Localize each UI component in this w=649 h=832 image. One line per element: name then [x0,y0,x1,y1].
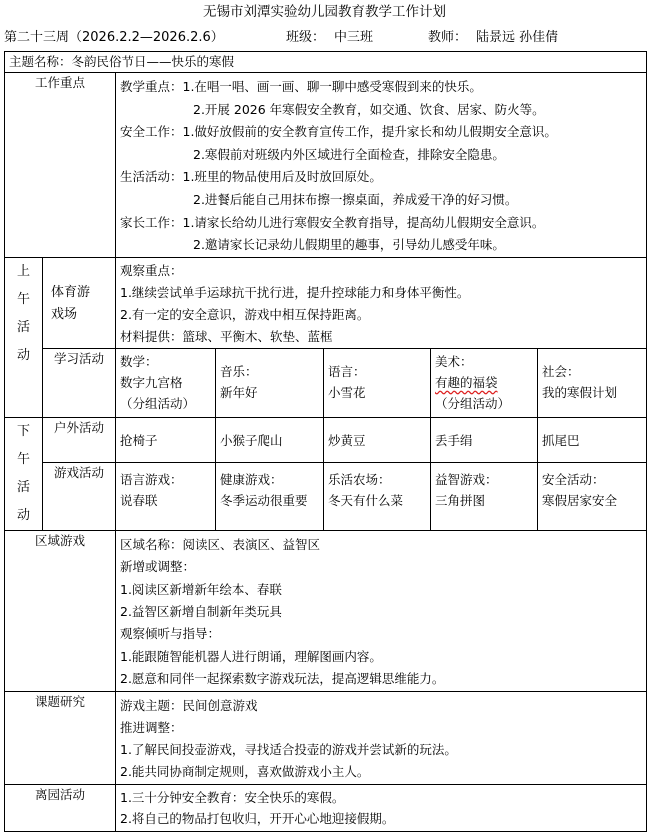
sports-line: 材料提供：篮球、平衡木、软垫、蓝框 [120,328,333,344]
class-name: 中三班 [334,30,374,45]
game-activity-label: 游戏活动 [43,463,116,530]
work-focus-line: 2.寒假前对班级内外区域进行全面检查，排除安全隐患。 [193,146,505,162]
sports-game-label: 体育游戏场 [43,257,116,348]
study-activity-label: 学习活动 [43,348,116,417]
area-games-label: 区域游戏 [5,530,116,691]
area-line: 1.能跟随智能机器人进行朗诵，理解图画内容。 [120,648,382,664]
research-line: 游戏主题：民间创意游戏 [120,697,258,713]
outdoor-cell: 小猴子爬山 [216,417,324,463]
research-content [116,691,647,784]
area-line: 新增或调整： [120,559,196,575]
area-line: 2.益智区新增自制新年类玩具 [120,603,282,619]
morning-activities-label: 上午活动 [5,257,43,417]
work-focus-line: 2.邀请家长记录幼儿假期里的趣事，引导幼儿感受年味。 [193,237,505,253]
work-focus-line: 家长工作：1.请家长给幼儿进行寒假安全教育指导，提高幼儿假期安全意识。 [120,214,545,230]
teacher-label: 教师： [428,30,468,45]
work-focus-label: 工作重点 [5,73,116,258]
outdoor-cell: 抓尾巴 [538,417,647,463]
work-focus-line: 2.进餐后能自己用抹布擦一擦桌面，养成爱干净的好习惯。 [193,191,518,207]
research-label: 课题研究 [5,691,116,784]
research-line: 1.了解民间投壶游戏，寻找适合投壶的游戏并尝试新的玩法。 [120,741,457,757]
work-focus-line: 2.开展 2026 年寒假安全教育，如交通、饮食、居家、防火等。 [193,101,545,117]
outdoor-cell: 丢手绢 [431,417,538,463]
sports-line: 2.有一定的安全意识，游戏中相互保持距离。 [120,306,370,322]
header-row [4,28,649,48]
outdoor-cell: 炒黄豆 [324,417,431,463]
sports-line: 1.继续尝试单手运球抗干扰行进，提升控球能力和身体平衡性。 [120,284,470,300]
leaving-content [116,784,647,831]
leaving-line: 1.三十分钟安全教育：安全快乐的寒假。 [120,789,345,805]
work-focus-line: 安全工作：1.做好放假前的安全教育宣传工作，提升家长和幼儿假期安全意识。 [120,124,557,140]
research-line: 2.能共同协商制定规则，喜欢做游戏小主人。 [120,763,370,779]
study-cell-math: 数学： 数字九宫格 （分组活动） [116,348,216,417]
sports-line: 观察重点： [120,262,183,278]
afternoon-activities-label: 下午活动 [5,417,43,530]
area-line: 观察倾听与指导： [120,626,221,642]
research-line: 推进调整： [120,719,183,735]
outdoor-cell: 抢椅子 [116,417,216,463]
theme-row [5,52,647,73]
game-cell-health: 健康游戏： 冬季运动很重要 [216,463,324,530]
outdoor-activity-label: 户外活动 [43,417,116,463]
sports-game-content [116,257,647,348]
leaving-line: 2.将自己的物品打包收归，开开心心地迎接假期。 [120,810,395,826]
study-cell-art: 美术： 有趣的福袋 （分组活动） [431,348,538,417]
study-cell-social: 社会： 我的寒假计划 [538,348,647,417]
game-cell-farm: 乐活农场： 冬天有什么菜 [324,463,431,530]
week-range: 第二十三周（2026.2.2—2026.2.6） [4,30,224,45]
work-focus-line: 生活活动：1.班里的物品使用后及时放回原处。 [120,169,382,185]
theme-name: 主题名称：冬韵民俗节日——快乐的寒假 [9,54,235,69]
area-line: 1.阅读区新增新年绘本、春联 [120,581,282,597]
study-cell-language: 语言： 小雪花 [324,348,431,417]
study-cell-music: 音乐： 新年好 [216,348,324,417]
work-focus-line: 教学重点：1.在唱一唱、画一画、聊一聊中感受寒假到来的快乐。 [120,79,482,94]
game-cell-puzzle: 益智游戏： 三角拼图 [431,463,538,530]
plan-table [4,51,647,832]
area-games-content [116,530,647,691]
teacher-names: 陆景远 孙佳倩 [476,30,559,45]
game-cell-language: 语言游戏： 说春联 [116,463,216,530]
document-title: 无锡市刘潭实验幼儿园教育教学工作计划 [203,4,446,20]
leaving-label: 离园活动 [5,784,116,831]
area-line: 2.愿意和同伴一起探索数字游戏玩法，提高逻辑思维能力。 [120,671,445,687]
game-cell-safety: 安全活动： 寒假居家安全 [538,463,647,530]
work-focus-content [116,73,647,258]
class-label: 班级： [286,30,326,45]
area-line: 区域名称：阅读区、表演区、益智区 [120,536,321,552]
